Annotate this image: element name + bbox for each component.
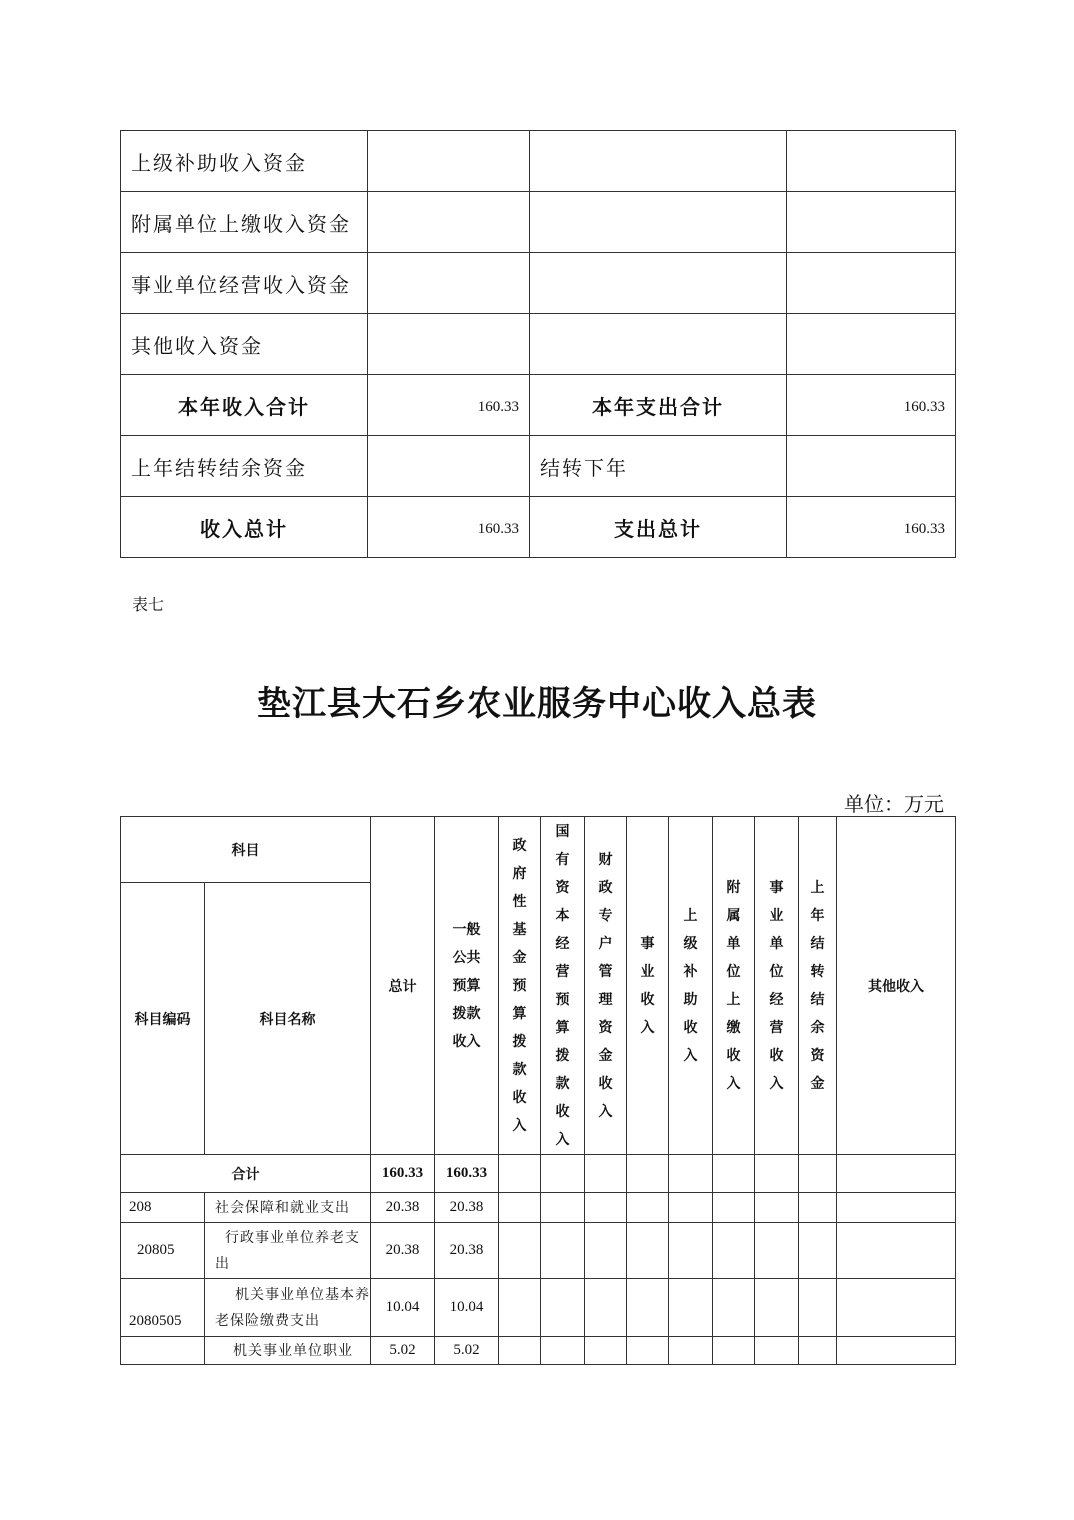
empty-cell <box>669 1155 713 1193</box>
row-value-2 <box>787 131 956 192</box>
row-value-2 <box>787 436 956 497</box>
total-header: 总计 <box>371 817 435 1155</box>
table-row <box>121 375 956 436</box>
expense-subtotal-value: 160.33 <box>787 375 956 436</box>
total-row <box>121 1155 956 1193</box>
empty-cell <box>755 1279 799 1337</box>
subject-header: 科目 <box>121 817 371 883</box>
empty-cell <box>799 1155 837 1193</box>
subject-name: 机关事业单位职业 <box>205 1337 371 1365</box>
row-label-2: 结转下年 <box>530 436 787 497</box>
name-header: 科目名称 <box>205 883 371 1155</box>
empty-cell <box>669 1337 713 1365</box>
table-row <box>121 314 956 375</box>
unit-label: 单位：万元 <box>844 794 944 816</box>
general-budget-header: 一般 公共 预算 拨款 收入 <box>435 817 499 1155</box>
row-label: 其他收入资金 <box>121 314 368 375</box>
row-value <box>368 253 530 314</box>
row-total: 20.38 <box>371 1193 435 1223</box>
row-label-2 <box>530 314 787 375</box>
row-total: 20.38 <box>371 1223 435 1279</box>
empty-cell <box>585 1223 627 1279</box>
row-general: 20.38 <box>435 1193 499 1223</box>
expense-total-label: 支出总计 <box>530 497 787 558</box>
carryover-header: 上 年 结 转 结 余 资 金 <box>799 817 837 1155</box>
operating-income-header: 事 业 单 位 经 营 收 入 <box>755 817 799 1155</box>
empty-cell <box>499 1337 541 1365</box>
income-summary-table <box>120 816 956 1365</box>
total-row-label: 合计 <box>121 1155 371 1193</box>
empty-cell <box>837 1279 956 1337</box>
subject-code: 20805 <box>121 1223 205 1279</box>
row-value <box>368 131 530 192</box>
row-value <box>368 314 530 375</box>
empty-cell <box>541 1223 585 1279</box>
table-row <box>121 436 956 497</box>
other-income-header: 其他收入 <box>837 817 956 1155</box>
empty-cell <box>541 1337 585 1365</box>
header-row <box>121 817 956 883</box>
row-general: 10.04 <box>435 1279 499 1337</box>
empty-cell <box>799 1337 837 1365</box>
empty-cell <box>499 1223 541 1279</box>
row-value-2 <box>787 253 956 314</box>
empty-cell <box>713 1155 755 1193</box>
row-label-2 <box>530 253 787 314</box>
empty-cell <box>713 1193 755 1223</box>
row-total: 5.02 <box>371 1337 435 1365</box>
empty-cell <box>713 1223 755 1279</box>
table-row <box>121 1279 956 1337</box>
income-total-label: 收入总计 <box>121 497 368 558</box>
empty-cell <box>627 1223 669 1279</box>
business-income-header: 事 业 收 入 <box>627 817 669 1155</box>
empty-cell <box>627 1155 669 1193</box>
total-row-general: 160.33 <box>435 1155 499 1193</box>
income-subtotal-label: 本年收入合计 <box>121 375 368 436</box>
row-value <box>368 436 530 497</box>
empty-cell <box>585 1279 627 1337</box>
row-value-2 <box>787 314 956 375</box>
table-row <box>121 1193 956 1223</box>
empty-cell <box>627 1337 669 1365</box>
gov-fund-header: 政 府 性 基 金 预 算 拨 款 收 入 <box>499 817 541 1155</box>
row-label: 事业单位经营收入资金 <box>121 253 368 314</box>
table-row <box>121 253 956 314</box>
row-label: 附属单位上缴收入资金 <box>121 192 368 253</box>
empty-cell <box>541 1155 585 1193</box>
top-summary-table <box>120 130 956 558</box>
row-general: 20.38 <box>435 1223 499 1279</box>
state-capital-header: 国 有 资 本 经 营 预 算 拨 款 收 入 <box>541 817 585 1155</box>
expense-subtotal-label: 本年支出合计 <box>530 375 787 436</box>
table-caption: 表七 <box>132 595 165 614</box>
table-row <box>121 1223 956 1279</box>
empty-cell <box>669 1193 713 1223</box>
empty-cell <box>755 1223 799 1279</box>
empty-cell <box>837 1193 956 1223</box>
row-label: 上级补助收入资金 <box>121 131 368 192</box>
empty-cell <box>755 1155 799 1193</box>
table-row <box>121 497 956 558</box>
empty-cell <box>713 1337 755 1365</box>
row-label-2 <box>530 192 787 253</box>
expense-total-value: 160.33 <box>787 497 956 558</box>
empty-cell <box>837 1155 956 1193</box>
empty-cell <box>627 1279 669 1337</box>
table-row <box>121 131 956 192</box>
empty-cell <box>499 1155 541 1193</box>
empty-cell <box>541 1279 585 1337</box>
empty-cell <box>585 1193 627 1223</box>
table-row <box>121 192 956 253</box>
empty-cell <box>627 1193 669 1223</box>
empty-cell <box>755 1193 799 1223</box>
code-header: 科目编码 <box>121 883 205 1155</box>
empty-cell <box>837 1337 956 1365</box>
empty-cell <box>669 1279 713 1337</box>
subject-name: 社会保障和就业支出 <box>205 1193 371 1223</box>
row-value-2 <box>787 192 956 253</box>
income-subtotal-value: 160.33 <box>368 375 530 436</box>
row-total: 10.04 <box>371 1279 435 1337</box>
subject-code <box>121 1337 205 1365</box>
empty-cell <box>541 1193 585 1223</box>
total-row-total: 160.33 <box>371 1155 435 1193</box>
page-title: 垫江县大石乡农业服务中心收入总表 <box>257 684 817 724</box>
subject-name: 行政事业单位养老支出 <box>205 1223 371 1279</box>
empty-cell <box>585 1337 627 1365</box>
empty-cell <box>669 1223 713 1279</box>
affiliated-unit-header: 附 属 单 位 上 缴 收 入 <box>713 817 755 1155</box>
superior-subsidy-header: 上 级 补 助 收 入 <box>669 817 713 1155</box>
empty-cell <box>799 1193 837 1223</box>
row-general: 5.02 <box>435 1337 499 1365</box>
empty-cell <box>585 1155 627 1193</box>
empty-cell <box>713 1279 755 1337</box>
special-account-header: 财 政 专 户 管 理 资 金 收 入 <box>585 817 627 1155</box>
row-value <box>368 192 530 253</box>
income-total-value: 160.33 <box>368 497 530 558</box>
empty-cell <box>499 1279 541 1337</box>
row-label: 上年结转结余资金 <box>121 436 368 497</box>
empty-cell <box>837 1223 956 1279</box>
row-label-2 <box>530 131 787 192</box>
subject-name: 机关事业单位基本养老保险缴费支出 <box>205 1279 371 1337</box>
subject-code: 208 <box>121 1193 205 1223</box>
empty-cell <box>499 1193 541 1223</box>
empty-cell <box>799 1279 837 1337</box>
empty-cell <box>755 1337 799 1365</box>
table-row <box>121 1337 956 1365</box>
empty-cell <box>799 1223 837 1279</box>
subject-code: 2080505 <box>121 1279 205 1337</box>
